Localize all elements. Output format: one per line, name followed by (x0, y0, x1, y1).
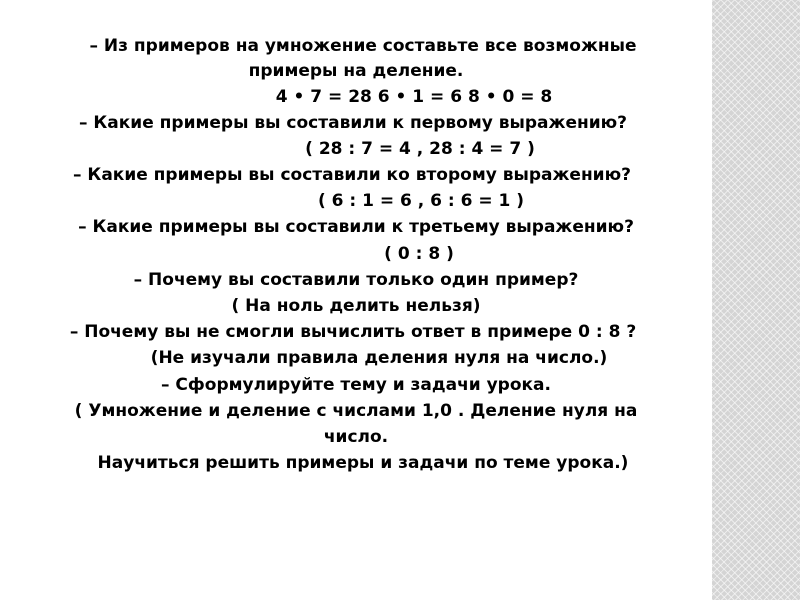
answer-second-expression: ( 6 : 1 = 6 , 6 : 6 = 1 ) (317, 191, 525, 211)
multiplication-examples: 4 • 7 = 28 6 • 1 = 6 8 • 0 = 8 (275, 87, 553, 107)
answer-zero-division: (Не изучали правила деления нуля на число.) (150, 348, 608, 368)
lesson-topic-line-2: число. (323, 427, 389, 447)
question-zero-division: – Почему вы не смогли вычислить ответ в примере 0 : 8 ? (69, 322, 637, 342)
task-instruction-line-1: – Из примеров на умножение составьте все возможные (89, 36, 637, 56)
answer-third-expression: ( 0 : 8 ) (384, 244, 454, 264)
question-second-expression: – Какие примеры вы составили ко второму выражению? (73, 165, 631, 185)
answer-one-example: ( На ноль делить нельзя) (231, 296, 481, 316)
lesson-topic-line-1: ( Умножение и деление с числами 1,0 . Деление нуля на (74, 401, 638, 421)
question-one-example: – Почему вы составили только один пример? (133, 270, 579, 290)
decorative-side-strip (712, 0, 800, 600)
lesson-topic-prompt: – Сформулируйте тему и задачи урока. (161, 375, 551, 395)
question-third-expression: – Какие примеры вы составили к третьему выражению? (78, 217, 634, 237)
question-first-expression: – Какие примеры вы составили к первому выражению? (78, 113, 628, 133)
task-instruction-line-2: примеры на деление. (248, 61, 464, 81)
lesson-goal-line: Научиться решить примеры и задачи по теме урока.) (97, 453, 629, 473)
answer-first-expression: ( 28 : 7 = 4 , 28 : 4 = 7 ) (305, 139, 535, 159)
